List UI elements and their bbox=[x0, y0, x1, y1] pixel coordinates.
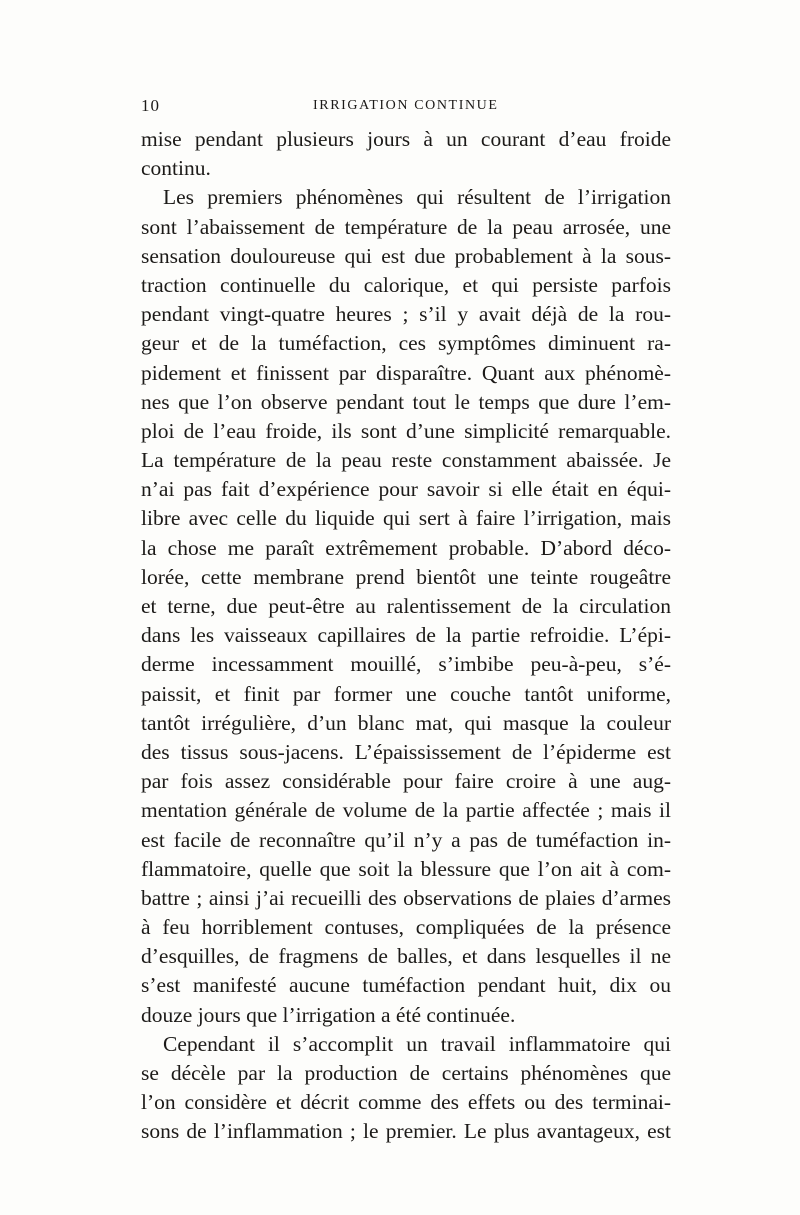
text-line: nes que l’on observe pendant tout le temps que dure l’em- bbox=[141, 389, 671, 414]
text-line: est facile de reconnaître qu’il n’y a pas de tuméfaction in- bbox=[141, 827, 671, 852]
text-line: sont l’abaissement de température de la peau arrosée, une bbox=[141, 214, 671, 239]
text-line: tantôt irrégulière, d’un blanc mat, qui masque la couleur bbox=[141, 710, 671, 735]
page-number: 10 bbox=[141, 96, 160, 115]
text-line: mentation générale de volume de la partie affectée ; mais il bbox=[141, 798, 671, 823]
text-line: La température de la peau reste constamment abaissée. Je bbox=[141, 448, 671, 473]
text-line: dans les vaisseaux capillaires de la partie refroidie. L’épi- bbox=[141, 623, 671, 648]
body-text bbox=[141, 125, 671, 1147]
text-line: sensation douloureuse qui est due probablement à la sous- bbox=[141, 243, 671, 268]
text-line: flammatoire, quelle que soit la blessure que l’on ait à com- bbox=[141, 856, 671, 881]
text-line: Cependant il s’accomplit un travail inflammatoire qui bbox=[163, 1031, 671, 1056]
text-line: geur et de la tuméfaction, ces symptômes diminuent ra- bbox=[141, 331, 671, 356]
text-line: pendant vingt-quatre heures ; s’il y avait déjà de la rou- bbox=[141, 302, 671, 327]
text-line: derme incessamment mouillé, s’imbibe peu-à-peu, s’é- bbox=[141, 652, 671, 677]
text-line: libre avec celle du liquide qui sert à faire l’irrigation, mais bbox=[141, 506, 671, 531]
text-line: lorée, cette membrane prend bientôt une teinte rougeâtre bbox=[141, 564, 671, 589]
text-line: et terne, due peut-être au ralentissement de la circulation bbox=[141, 594, 671, 618]
text-line: s’est manifesté aucune tuméfaction pendant huit, dix ou bbox=[141, 973, 671, 998]
text-line: traction continuelle du calorique, et qui persiste parfois bbox=[141, 272, 671, 297]
text-line: à feu horriblement contuses, compliquées de la présence bbox=[141, 915, 671, 940]
text-line: par fois assez considérable pour faire croire à une aug- bbox=[141, 769, 671, 794]
text-line: des tissus sous-jacens. L’épaississement de l’épiderme est bbox=[141, 739, 671, 764]
running-head bbox=[141, 96, 669, 118]
text-line: sons de l’inflammation ; le premier. Le plus avantageux, est bbox=[141, 1119, 671, 1144]
text-line: pidement et finissent par disparaître. Quant aux phénomè- bbox=[141, 360, 671, 385]
text-line: Les premiers phénomènes qui résultent de l’irrigation bbox=[163, 185, 671, 210]
running-title: IRRIGATION CONTINUE bbox=[313, 98, 499, 113]
text-line: la chose me paraît extrêmement probable. D’abord déco- bbox=[141, 535, 671, 560]
text-line: ploi de l’eau froide, ils sont d’une simplicité remarquable. bbox=[141, 418, 671, 443]
text-line: se décèle par la production de certains phénomènes que bbox=[141, 1061, 671, 1085]
text-line: mise pendant plusieurs jours à un courant d’eau froide bbox=[141, 127, 671, 151]
text-line: n’ai pas fait d’expérience pour savoir si elle était en équi- bbox=[141, 477, 671, 502]
text-line: paissit, et finit par former une couche tantôt uniforme, bbox=[141, 681, 671, 706]
text-line: continu. bbox=[141, 156, 211, 181]
text-line: battre ; ainsi j’ai recueilli des observations de plaies d’armes bbox=[141, 885, 671, 910]
text-line: douze jours que l’irrigation a été continuée. bbox=[141, 1002, 516, 1027]
text-line: d’esquilles, de fragmens de balles, et dans lesquelles il ne bbox=[141, 944, 671, 969]
text-line: l’on considère et décrit comme des effets ou des terminai- bbox=[141, 1090, 671, 1115]
